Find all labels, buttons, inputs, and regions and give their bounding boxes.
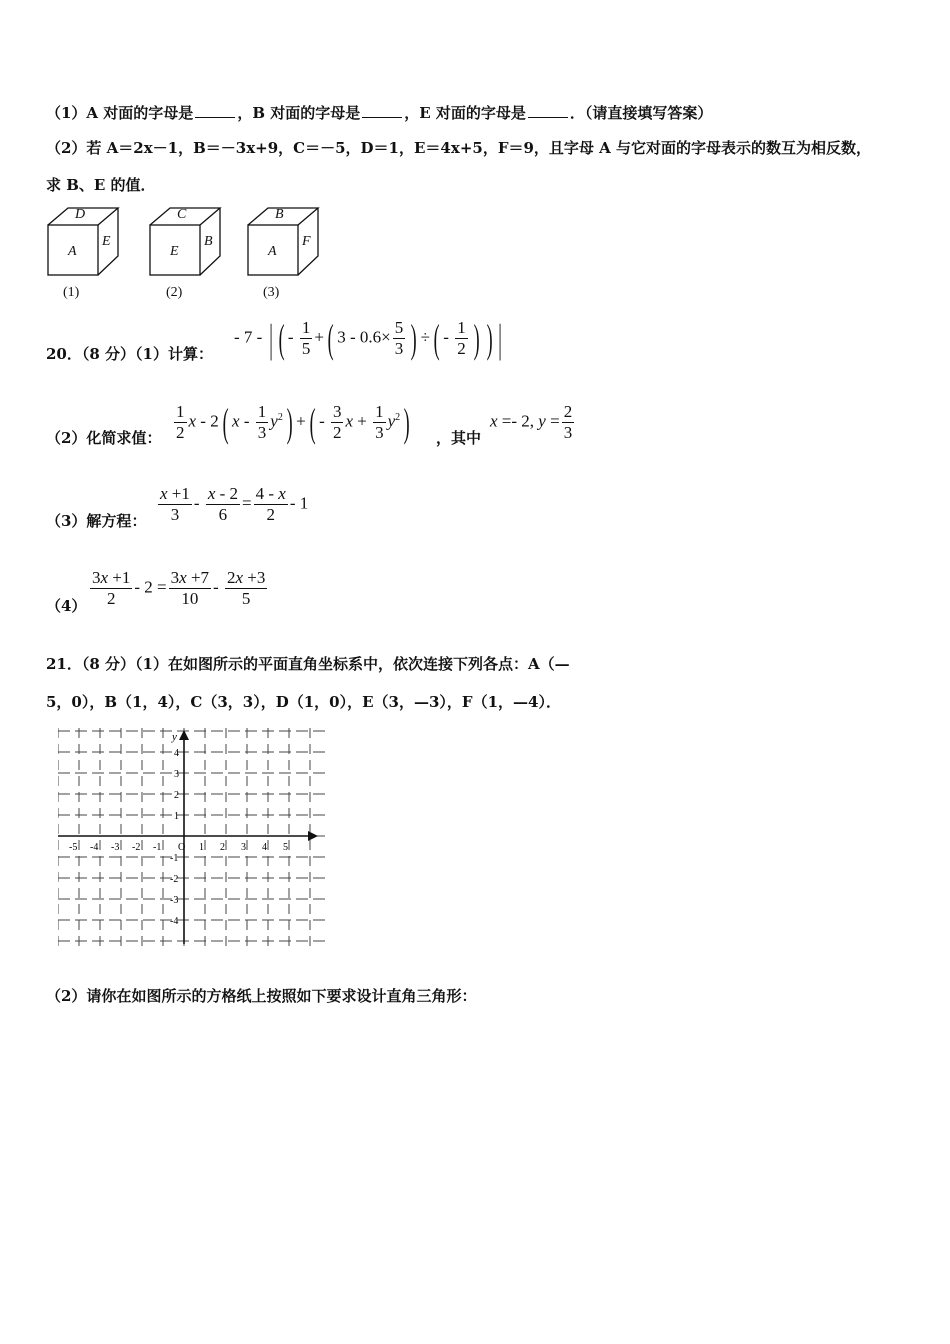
q20-part2-label: （2）化简求值： bbox=[46, 429, 162, 447]
x-tick-label: 5 bbox=[283, 842, 288, 853]
q20-expr4: $\frac{3x +1}{2}$ - 2 = $\frac{3x +7}{10}$ - $\frac{2x +3}{5}$ bbox=[92, 568, 266, 608]
cube-2-side-label: B bbox=[204, 234, 213, 249]
x-tick-label: 3 bbox=[241, 842, 246, 853]
cube-2-top-label: C bbox=[177, 207, 187, 222]
y-tick-label: -1 bbox=[170, 853, 179, 864]
y-tick-label: 3 bbox=[174, 769, 179, 780]
y-tick-label: -4 bbox=[170, 916, 179, 927]
q19-part2-line1: （2）若 A＝2x－1，B＝－3x+9，C＝－5，D＝1，E＝4x+5，F＝9，且字母 A 与它对面的字母表示的数互为相反数， bbox=[46, 139, 871, 157]
cube-3-side-label: F bbox=[302, 234, 311, 249]
x-tick-label: -3 bbox=[111, 842, 120, 853]
y-tick-label: -2 bbox=[170, 874, 179, 885]
q20-expr1: - 7 - | ( - $\frac{1}{5}$ +( 3 - 0.6× $\frac{5}{3}$ ) ÷( - $\frac{1}{2}$ ) ) | bbox=[234, 315, 503, 361]
q20-expr2: $\frac{1}{2}$ x - 2( x - $\frac{1}{3}$ $y^2$) +( - $\frac{3}{2}$ x + $\frac{1}{3}$ $y^2$) bbox=[176, 399, 410, 445]
cube-1-front-label: A bbox=[68, 244, 77, 259]
y-tick-label: 1 bbox=[174, 811, 179, 822]
q20-condition: x =- 2, y = $\frac{2}{3}$ bbox=[490, 402, 573, 442]
y-tick-label: 2 bbox=[174, 790, 179, 801]
q19-part1: （1）A 对面的字母是 ，B 对面的字母是 ，E 对面的字母是 ．（请直接填写答案） bbox=[46, 104, 713, 122]
coordinate-grid bbox=[58, 728, 326, 946]
cube-2-front-label: E bbox=[170, 244, 179, 259]
q19-part2-line2: 求 B、E 的值． bbox=[46, 176, 156, 194]
answer-blank-b[interactable] bbox=[362, 103, 402, 118]
q20-part3-label: （3）解方程： bbox=[46, 512, 147, 530]
cube-2-caption: (2) bbox=[166, 285, 183, 300]
x-axis-arrow bbox=[308, 831, 318, 841]
q20-part2-where: ，其中 bbox=[436, 429, 482, 447]
x-tick-label: 4 bbox=[262, 842, 267, 853]
x-tick-label: -1 bbox=[153, 842, 162, 853]
q21-line2: 5，0），B（1，4），C（3，3），D（1，0），E（3，—3），F（1，—4）． bbox=[46, 693, 561, 711]
cube-3-top-label: B bbox=[275, 207, 284, 222]
x-tick-label: -4 bbox=[90, 842, 99, 853]
cube-1-top-label: D bbox=[75, 207, 86, 222]
cube-1-caption: (1) bbox=[63, 285, 80, 300]
x-tick-label: 1 bbox=[199, 842, 204, 853]
answer-blank-a[interactable] bbox=[195, 103, 235, 118]
x-tick-label: 2 bbox=[220, 842, 225, 853]
cube-1-side-label: E bbox=[102, 234, 111, 249]
cube-3-front-label: A bbox=[268, 244, 277, 259]
answer-blank-e[interactable] bbox=[528, 103, 568, 118]
q20-label: 20．（8 分）（1）计算： bbox=[46, 345, 213, 363]
q21-part2: （2）请你在如图所示的方格纸上按照如下要求设计直角三角形： bbox=[46, 987, 477, 1005]
x-tick-label: -2 bbox=[132, 842, 141, 853]
q21-line1: 21．（8 分）（1）在如图所示的平面直角坐标系中，依次连接下列各点：A（— bbox=[46, 655, 570, 673]
q20-part4-label: （4） bbox=[46, 597, 87, 615]
y-tick-label: 4 bbox=[174, 748, 179, 759]
grid-svg bbox=[58, 728, 326, 946]
y-axis-label: y bbox=[172, 731, 177, 743]
x-tick-label: -5 bbox=[69, 842, 78, 853]
y-tick-label: -3 bbox=[170, 895, 179, 906]
q20-expr3: $\frac{x +1}{3}$ - $\frac{x - 2}{6}$ = $\frac{4 - x}{2}$ - 1 bbox=[160, 484, 309, 524]
cube-3-caption: (3) bbox=[263, 285, 280, 300]
x-tick-label: O bbox=[178, 842, 186, 853]
